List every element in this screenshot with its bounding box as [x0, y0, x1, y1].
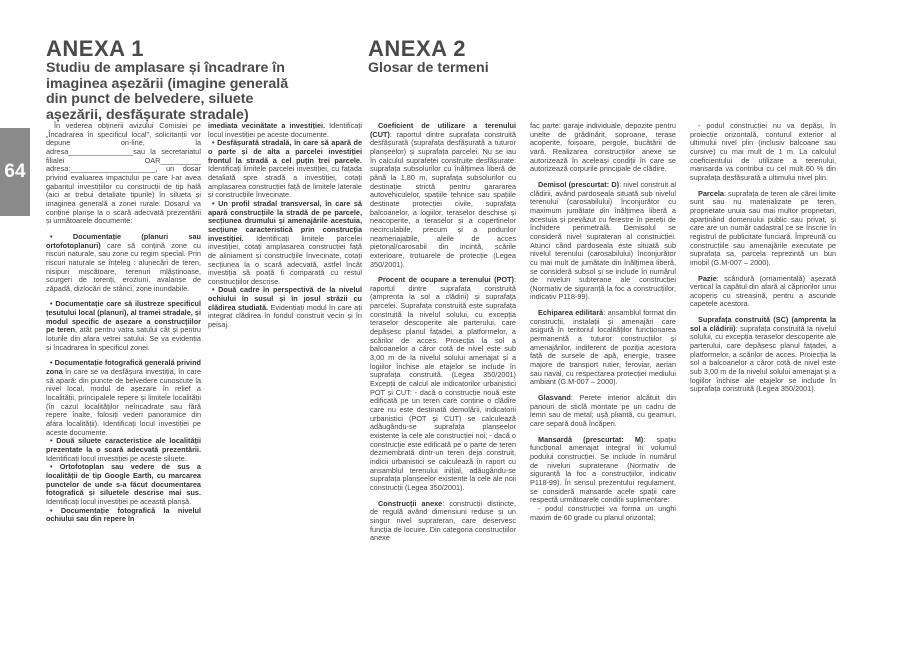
list-item-text: Identificați locul investiției pe aceste siluete.: [46, 453, 187, 463]
list-item: [46, 300, 201, 352]
glossary-term: Demisol (prescurtat: D): [538, 179, 620, 189]
anexa1-subtitle: Studiu de amplasare și încadrare în imaginea așezării (imagine generală din punct de belvedere, siluete așezării, desfășurate stradale): [46, 60, 289, 123]
glossary-definition: : spațiu funcțional amenajat integral în volumul podului construcției. Se include în numărul de niveluri supraterane (Normativ de siguranță la foc a construcțiilor, indicativ P118-99). În sensul prezentului regulament, se consideră mansarde acele spații care respectă următoarele condiții suplimentare:: [530, 434, 676, 505]
glossary-definition: : suprafața construită la nivelul solului, cu excepția teraselor descoperite ale parterului, care depășesc planul fațadei, a platformelor, a scărilor de acces. Proiecția la sol a balcoanelor a căror cotă de nivel este sub 3,00 m de la nivelul solului amenajat și a logiilor închise ale etajelor se include în suprafața construită (Legea 350/2001).: [690, 323, 837, 394]
list-item-text: Identificați limitele parcelei investiției, cotați amplasarea construcției față de aliniament și construcțiile învecinate, cotați secțiunea la o scară adecvată, astfel încât investiția să poată fi comparată cu restul construcțiilor descrise.: [208, 233, 362, 286]
glossary-definition: : raportul dintre suprafața construită desfășurată (suprafața desfășurată a tuturor planșeelor) și suprafața parcelei. Nu se iau în calculul suprafeței construite desfășurate: suprafața subsolurilor cu înălțimea liberă de până la 1,80 m, suprafața subsolurilor cu destinație strictă pentru garararea autovehiculelor, spațiile tehnice sau spațiile destinate protecției civile, suprafața balcoanelor, a logiilor, teraselor deschise și neacoperite, a teraselor și a copertinelor necirculabile, precum și a podurilor neamenajabile, aleile de acces pietonal/carosabil din incintă, scările exterioare, trotuarele de protecție (Legea 350/2001).: [370, 129, 516, 269]
anexa2-title: ANEXA 2: [368, 36, 467, 61]
glossary-entry-mansarda: [530, 436, 676, 505]
list-item-bold: • Documentație care să ilustreze specificul țesutului local (planuri), al tramei stradale, și modul specific de așezare a construcțiilor pe teren: [46, 299, 201, 335]
column-3: [370, 122, 516, 543]
anexa1-heading: [46, 38, 308, 123]
list-item-bold: • Documentație fotografică generală privind zona: [46, 358, 201, 377]
list-item-text: în care se va desfășura investiția, în care să apară: din puncte de belvedere cunoscute la nivel local, modul de așezare în relief a localității, principalele repere și limitele localității (în cazul localităților neîncadrate sau fără repere înalte, folosiți vederi panoramice din afara localității). Identificați locul investiției pe aceste documente.: [46, 367, 201, 437]
list-item-bold: • Un profil stradal transversal, în care să apară construcțiile la stradă de pe parcele, secțiunea drumului și amenajările acestuia, secțiune caracteristică prin construcția investiției.: [208, 198, 362, 243]
glossary-entry-demisol: [530, 181, 676, 302]
glossary-entry-pot: [370, 276, 516, 492]
list-item: [208, 139, 362, 200]
column-1: [46, 122, 201, 524]
page-number-tab: [0, 128, 30, 216]
anexa1-title: ANEXA 1: [46, 36, 145, 61]
list-item: [208, 122, 362, 139]
list-item-text: , atât pentru vatra satului cât și pentru loturile din afara vetrei satului. Se va evidenția și încadrarea în specificul zonei.: [46, 325, 201, 352]
list-item: [46, 233, 201, 294]
list-item: [46, 463, 201, 506]
glossary-term: Coeficient de utilizare a terenului (CUT): [370, 121, 516, 139]
list-item-bold: imediata vecinătate a investiției.: [208, 121, 326, 130]
glossary-entry-echipare: [530, 309, 676, 387]
list-item-bold: • Desfășurată stradală, în care să apară de o parte și de alta a parcelei investiției frontul la stradă a cel puțin trei parcele.: [208, 138, 362, 165]
list-item-text: Evidențiați modul în care ați integrat clădirea în fondul construit vecin și în peisaj.: [208, 302, 362, 330]
intro-paragraph: În vederea obținerii avizului Comisiei pe „Încadrarea în specificul local", solicitanții vor depune on-line, la adresa________________sau la secretariatul filialei OAR__________ adresa:_____________________, un dosar privind evaluarea impactului pe care l-ar avea gabaritul investițiilor cu construcții de tip hală (aici ar trebui detaliate tipurile) în silueta și imaginea generală a zonei rurale. Dosarul va conține planșe la o scară adecvată prezentării și următoarele documente:: [46, 121, 201, 226]
list-item-text: Identificați limitele parcelei investiției, cu fațada detaliată spre stradă a investiției, cotați amplasarea construcției față de limitele laterale și construcțiile învecinate.: [208, 164, 362, 200]
glossary-term: Procent de ocupare a terenului (POT): [378, 275, 514, 285]
list-item-bold: • Ortofotoplan sau vedere de sus a localității de tip Google Earth, cu marcarea punctelor de unde s-a făcut documentarea fotografică și siluetele descrise mai sus.: [46, 462, 201, 498]
glossary-entry-pazie: [690, 275, 836, 310]
list-item: [46, 507, 201, 524]
glossary-term: Pazie: [698, 273, 717, 283]
list-item-text: Identificați locul investiției pe aceste documente.: [208, 121, 363, 139]
glossary-definition: : nivel construit al clădirii, având pardoseala situată sub nivelul terenului (carosabilului) înconjurător cu maximum jumătate din înălțimea liberă a acestuia și prevăzut cu ferestre în pereții de închidere perimetrală. Demisolul se consideră nivel suprateran al construcției. Atunci când pardoseala este situată sub nivelul terenului (carosabilului) înconjurător cu mai mult de jumătate din înălțimea liberă, se consideră subsol și se include în numărul de niveluri subterane ale construcției (Normativ de siguranță la foc a construcțiilor, indicativ P118-99).: [530, 179, 676, 302]
list-item: [208, 286, 362, 329]
glossary-term: Suprafața construită (SC) (amprenta la sol a clădirii): [690, 315, 836, 333]
list-item-text: Identificați locul investiției pe această planșă.: [46, 496, 192, 506]
glossary-continuation: fac parte: garaje individuale, depozite pentru unelte de grădinărit, șoproane, terase acoperite, foișoare, pergole, bucătării de vară. Realizarea construcțiilor anexe se autorizează în aceleași condiții în care se autorizează corpurile principale de clădire.: [530, 121, 676, 174]
glossary-term: Mansardă (prescurtat: M): [538, 434, 644, 444]
glossary-entry-constructii-anexe: [370, 500, 516, 543]
list-item-text: care să conțină zone cu riscuri naturale, sau zone cu regim special. Prin riscuri naturale se înțeleg : alunecări de teren, nisipuri mișcătoare, terenuri mlăștinoase, scurgeri de torenți, eroziuni, avalanșe de zăpadă, dizlocări de stânci, zone inundabile.: [46, 240, 201, 293]
list-item-bold: • Două siluete caracteristice ale localității prezentate la o scară adecvată prezentării.: [46, 436, 201, 454]
column-2: [208, 122, 362, 330]
glossary-definition: : construcții distincte, de regulă având dimensiuni reduse și un singur nivel suprateran, care deservesc funcția de locuire. Din categoria construcțiilor anexe: [370, 498, 516, 543]
glossary-list-item: - podul construcției nu va depăși, în proiecție orizontală, conturul exterior al ultimului nivel plin (inclusiv balcoane sau cursive) cu mai mult de 1 m. La calculul coeficientului de utilizare a terenului, mansarda va contribui cu cel mult 60 % din suprafața desfășurată a ultimului nivel plin.: [690, 121, 836, 182]
glossary-entry-parcela: [690, 190, 836, 268]
list-item: [46, 437, 201, 463]
glossary-definition: : suprafața de teren ale cărei limite sunt sau nu materializate pe teren, proprietate unuia sau mai multor proprietari, aparținând domeniului public sau privat, și care are un număr cadastral ce se înscrie în registrul de publicitate funciară. Împreună cu construcțiile sau amenajările executate pe suprafața sa, parcela reprezintă un bun imobil (G.M-007 – 2000).: [690, 188, 836, 267]
glossary-entry-cut: [370, 122, 516, 269]
glossary-term: Construcții anexe: [378, 498, 443, 508]
list-item: [208, 200, 362, 287]
list-item-bold: • Documentație fotografică la nivelul ochiului sau din repere în: [46, 505, 201, 524]
glossary-definition: : raportul dintre suprafața construită (amprenta la sol a clădirii) și suprafața parcelei. Suprafața construită este suprafața construită la nivelul solului, cu excepția teraselor descoperite ale parterului, care depășesc planul fațadei, a platformelor, a scărilor de acces. Proiecția la sol a balcoanelor a căror cotă de nivel este sub 3,00 m de la nivelul solului amenajat și a logiilor închise ale etajelor se include în suprafața construită. (Legea 350/2001) Excepții de calcul ale indicatorilor urbanistici POT și CUT: - dacă o construcție nouă este edificată pe un teren care conține o clădire care nu este destinată demolării, indicatorii urbanistici (POT și CUT) se calculează adăugându-se suprafața planșeelor existente la cele ale construcției noi; - dacă o construcție este edificată pe o parte de teren dezmembrată dintr-un teren deja construit, indicii urbanistici se calculează în raport cu ansamblul terenului inițial, adăugându-se suprafața planșeelor existente la cele ale noii construcții (Legea 350/2001).: [370, 275, 516, 492]
list-item-bold: • Documentație (planuri sau ortofotoplanuri): [46, 231, 201, 250]
glossary-definition: : Perete interior alcătuit din panouri de sticlă montate pe un cadru de lemn sau de metal; ușă pliantă, cu geamuri, care separă două încăperi.: [530, 393, 676, 428]
glossary-list-item: - podul construcției va forma un unghi maxim de 60 grade cu planul orizontal;: [530, 503, 676, 522]
column-5: [690, 122, 836, 401]
glossary-definition: : scândură (ornamentală) așezată vertical la capătul din afară al căpriorilor unui acoperiș cu streașină, pentru a ascunde capetele acestora.: [690, 273, 836, 309]
anexa2-subtitle: Glosar de termeni: [368, 60, 489, 76]
list-item: [46, 359, 201, 437]
anexa2-heading: [368, 38, 568, 77]
glossary-definition: : ansamblul format din construcții, instalații și amenajări care asigură în teritoriul localităților funcționarea permanentă a tuturor construcțiilor și amenajărilor, indiferent de poziția acestora față de sursele de apă, energie, trasee majore de transport rutier, feroviar, aerian sau naval, cu respectarea protecției mediului ambiant (G.M-007 – 2000).: [530, 308, 676, 387]
page-number: 64: [4, 161, 26, 182]
glossary-term: Parcela: [698, 188, 724, 198]
glossary-term: Glasvand: [538, 393, 571, 403]
column-4: [530, 122, 676, 522]
list-item-bold: • Două cadre în perspectivă de la nivelul ochiului în susul și în josul străzii cu clădirea studiată.: [208, 285, 362, 312]
glossary-entry-glasvand: [530, 394, 676, 429]
glossary-entry-suprafata-construita: [690, 316, 836, 394]
glossary-term: Echiparea edilitară: [538, 308, 604, 318]
